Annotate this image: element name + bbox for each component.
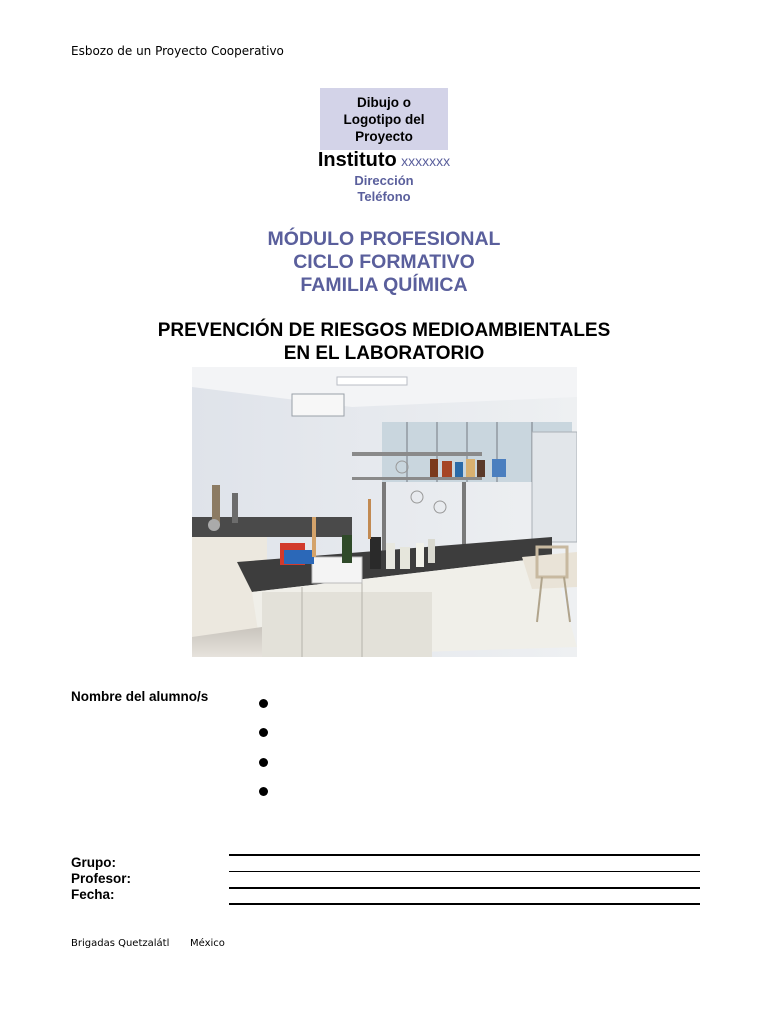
date-label: Fecha: bbox=[71, 887, 115, 902]
institute-suffix: xxxxxxx bbox=[401, 153, 451, 169]
student-bullet bbox=[259, 728, 268, 737]
document-title-line-2: EN EL LABORATORIO bbox=[283, 343, 485, 364]
date-rule bbox=[229, 887, 700, 889]
group-label: Grupo: bbox=[71, 855, 116, 870]
teacher-rule bbox=[229, 871, 700, 872]
header-note: Esbozo de un Proyecto Cooperativo bbox=[71, 44, 284, 58]
teacher-label: Profesor: bbox=[71, 871, 132, 886]
module-line-1: MÓDULO PROFESIONAL bbox=[267, 228, 501, 250]
group-rule bbox=[229, 854, 700, 856]
module-line-3: FAMILIA QUÍMICA bbox=[300, 274, 468, 296]
bottom-rule bbox=[229, 903, 700, 905]
institute-name: Instituto bbox=[317, 149, 397, 171]
document-title-line-1: PREVENCIÓN DE RIESGOS MEDIOAMBIENTALES bbox=[157, 320, 611, 341]
phone-label: Teléfono bbox=[357, 189, 411, 204]
address-label: Dirección bbox=[354, 173, 414, 188]
module-line-2: CICLO FORMATIVO bbox=[293, 251, 475, 273]
students-label: Nombre del alumno/s bbox=[71, 689, 209, 704]
logo-placeholder: Dibujo o Logotipo del Proyecto bbox=[320, 88, 448, 150]
student-bullet bbox=[259, 787, 268, 796]
student-bullet bbox=[259, 699, 268, 708]
footer-org: Brigadas Quetzalátl bbox=[71, 938, 170, 949]
laboratory-photo bbox=[192, 367, 577, 657]
student-bullet bbox=[259, 758, 268, 767]
institute-line bbox=[0, 149, 768, 172]
footer-country: México bbox=[190, 938, 225, 949]
